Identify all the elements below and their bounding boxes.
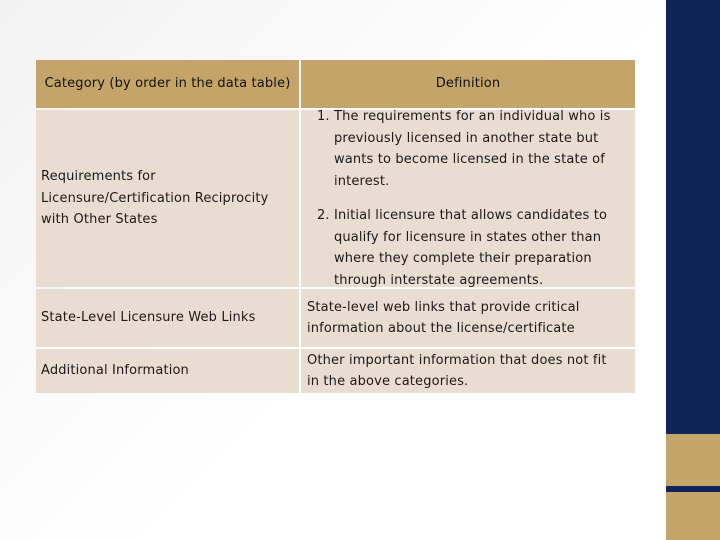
header-definition-label: Definition: [435, 76, 501, 92]
table-row-3-definition: [301, 349, 635, 393]
header-category-label: Category (by order in the data table): [44, 76, 291, 92]
table-row-3-category: [36, 349, 299, 393]
header-category: [36, 60, 299, 108]
table-row-1-category: [36, 110, 299, 287]
right-accent-bar: [666, 0, 720, 540]
category-label: Requirements for Licensure/Certification Reciprocity with Other States: [41, 169, 269, 228]
gold-accent-block-lower: [666, 492, 720, 540]
category-label: Additional Information: [41, 363, 189, 379]
definition-text: Other important information that does not fit in the above categories.: [307, 352, 607, 389]
table-row-1-definition: [301, 110, 635, 287]
category-label: State-Level Licensure Web Links: [41, 310, 256, 326]
table-row-2-category: [36, 289, 299, 347]
header-definition: [301, 60, 635, 108]
definition-item: 1. The requirements for an individual who is previously licensed in another state but wants to become licensed in the state of interest.: [334, 106, 635, 192]
definition-list: [307, 106, 635, 291]
definition-text: State-level web links that provide critical information about the license/certificate: [307, 299, 580, 336]
table-row-2-definition: [301, 289, 635, 347]
gold-accent-block-upper: [666, 434, 720, 486]
definition-item: 2. Initial licensure that allows candidates to qualify for licensure in states other than where they complete their preparation through interstate agreements.: [334, 205, 635, 291]
